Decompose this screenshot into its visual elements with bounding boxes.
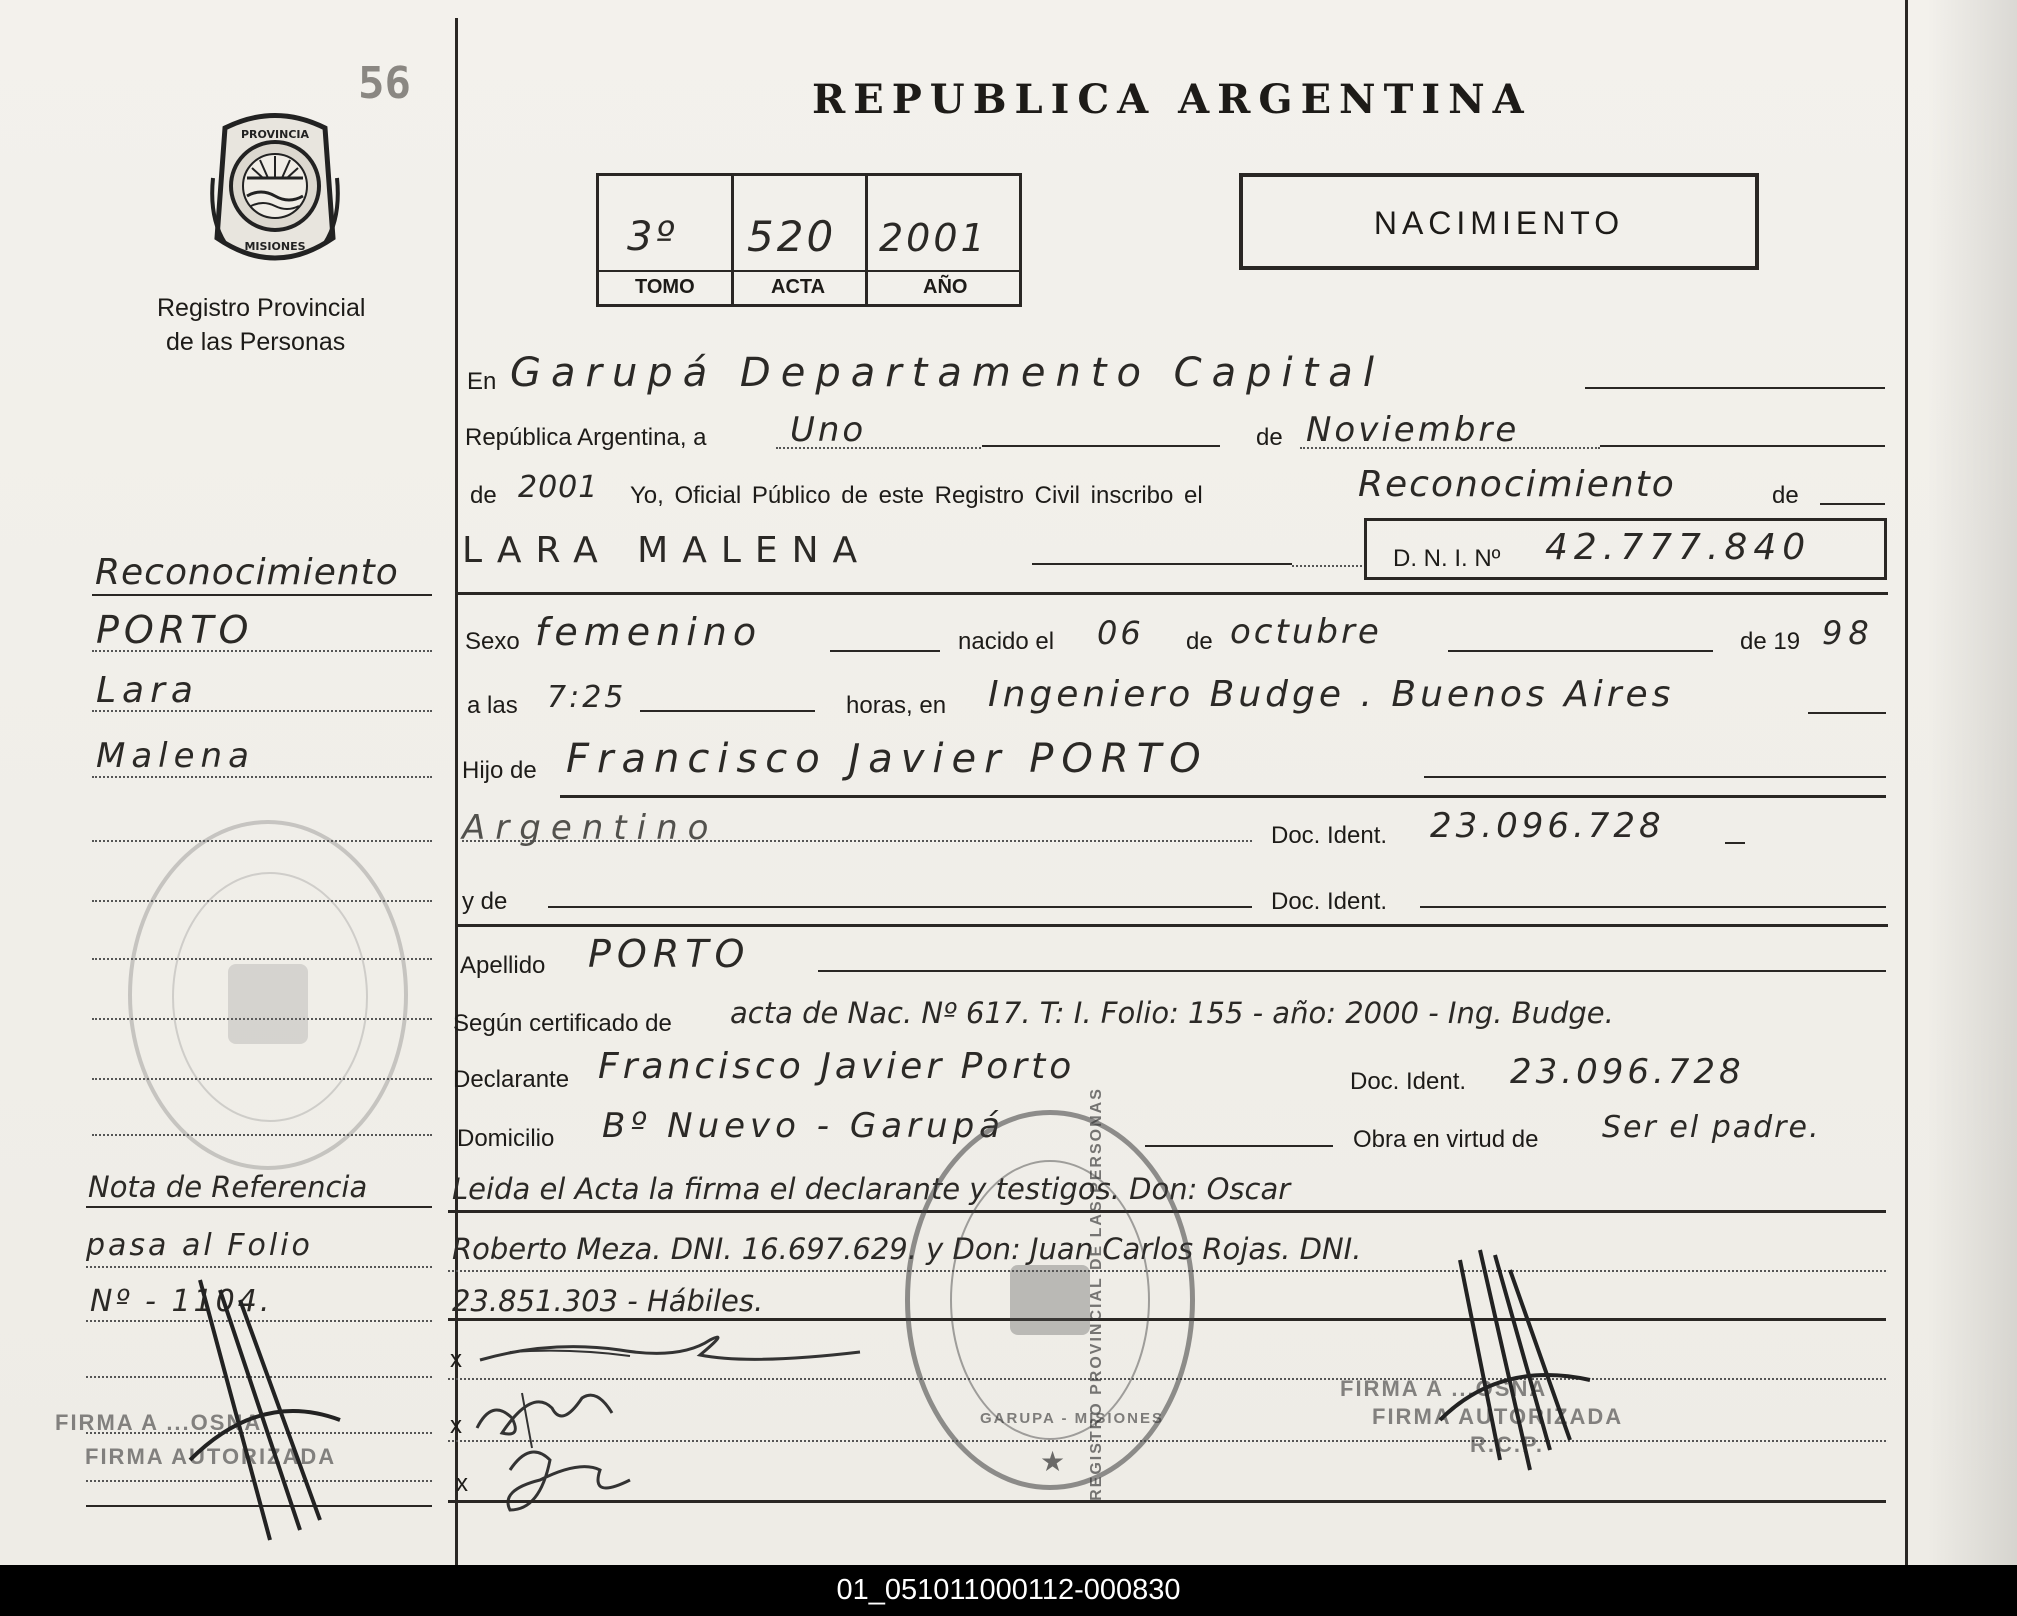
tomo-value: 3º	[627, 214, 678, 260]
day-value: Uno	[790, 410, 867, 450]
margin-note3: Nº - 1104.	[90, 1284, 273, 1319]
obra-value: Ser el padre.	[1602, 1110, 1821, 1145]
registry-line1: Registro Provincial	[157, 294, 366, 322]
margin-firma-line2: FIRMA AUTORIZADA	[85, 1444, 337, 1469]
record-type: NACIMIENTO	[1373, 205, 1625, 241]
image-id-bar: 01_051011000112-000830	[0, 1565, 2017, 1616]
margin-round-stamp	[128, 820, 408, 1170]
hijo-label: Hijo de	[462, 757, 537, 784]
margin-stamp-emblem-icon	[228, 964, 308, 1044]
nacido-month: octubre	[1230, 612, 1382, 652]
inscribo-value: Reconocimiento	[1358, 464, 1676, 505]
margin-line1: Reconocimiento	[95, 552, 399, 593]
firma-stamp-line1: FIRMA A ...OSNA	[1340, 1376, 1548, 1401]
en-value: Garupá Departamento Capital	[510, 350, 1384, 396]
official-signature-icon	[1420, 1240, 1620, 1480]
ano-label: AÑO	[923, 276, 968, 298]
witness3-signature-icon	[480, 1430, 660, 1520]
notes-line3: 23.851.303 - Hábiles.	[452, 1284, 764, 1318]
sexo-label: Sexo	[465, 628, 520, 655]
republica-label: República Argentina, a	[465, 424, 707, 451]
dni-value: 42.777.840	[1545, 527, 1812, 568]
father-doc: 23.096.728	[1430, 806, 1665, 846]
father-doc-label: Doc. Ident.	[1271, 822, 1388, 849]
inscribo-suffix: de	[1772, 482, 1799, 509]
firma-stamp-line2: FIRMA AUTORIZADA	[1372, 1404, 1624, 1429]
year-value: 2001	[518, 470, 599, 505]
signature-mark-2: x	[450, 1412, 462, 1439]
segun-value: acta de Nac. Nº 617. T: I. Folio: 155 - año: 2000 - Ing. Budge.	[730, 996, 1614, 1030]
sexo-value: femenino	[535, 610, 763, 654]
nacido-year-value: 98	[1822, 614, 1875, 652]
oficial-text: Yo, Oficial Público de este Registro Civil inscribo el	[630, 482, 1203, 509]
acta-value: 520	[747, 212, 837, 261]
signature-mark-3: x	[456, 1470, 468, 1497]
witness1-signature-icon	[470, 1320, 870, 1380]
father-nationality: Argentino	[462, 808, 719, 848]
mother-label: y de	[462, 888, 508, 915]
margin-signature-icon	[180, 1270, 350, 1550]
margin-firma-line1: FIRMA A ...OSNA	[55, 1410, 263, 1435]
margin-note2: pasa al Folio	[86, 1228, 313, 1263]
notes-line2: Roberto Meza. DNI. 16.697.629. y Don: Juan Carlos Rojas. DNI.	[452, 1232, 1362, 1266]
margin-line3: Lara	[96, 670, 199, 711]
a-las-value: 7:25	[547, 680, 627, 715]
nacido-label: nacido el	[958, 628, 1055, 655]
registry-round-stamp	[905, 1087, 1195, 1501]
declarante-doc: 23.096.728	[1510, 1052, 1745, 1092]
margin-line4: Malena	[96, 736, 255, 776]
father-name: Francisco Javier PORTO	[566, 736, 1209, 782]
nacido-day: 06	[1097, 614, 1144, 652]
margin-line2: PORTO	[96, 608, 254, 652]
dni-box	[1364, 518, 1887, 580]
registry-line2: de las Personas	[166, 328, 346, 356]
segun-label: Según certificado de	[453, 1010, 672, 1037]
domicilio-value: Bº Nuevo - Garupá	[602, 1106, 1005, 1146]
declarante-value: Francisco Javier Porto	[598, 1046, 1076, 1087]
page-number: 56	[358, 58, 411, 109]
stamp-round-text: REGISTRO PROVINCIAL DE LAS PERSONAS	[1087, 1087, 1105, 1501]
horas-label: horas, en	[846, 692, 947, 719]
stamp-star-icon: ★	[1040, 1446, 1066, 1477]
declarante-label: Declarante	[453, 1066, 570, 1093]
year-prefix: de	[470, 482, 497, 509]
notes-line1: Leida el Acta la firma el declarante y testigos. Don: Oscar	[452, 1172, 1291, 1206]
month-de-label: de	[1256, 424, 1283, 451]
apellido-label: Apellido	[460, 952, 546, 979]
provincial-seal-icon	[205, 108, 345, 268]
nacido-de-label: de	[1186, 628, 1213, 655]
obra-label: Obra en virtud de	[1353, 1126, 1539, 1153]
page-edge-shadow	[1927, 0, 2017, 1565]
right-border	[1905, 0, 1908, 1565]
record-index-box	[596, 173, 1022, 307]
apellido-value: PORTO	[588, 932, 751, 976]
document-title: REPUBLICA ARGENTINA	[812, 76, 1532, 123]
margin-divider	[455, 18, 458, 1565]
signature-mark-1: x	[450, 1346, 462, 1373]
en-label: En	[467, 368, 497, 395]
stamp-round-bottom: GARUPA - MISIONES	[980, 1410, 1165, 1427]
firma-stamp-line3: R.C.P.	[1470, 1432, 1544, 1457]
record-type-box	[1239, 173, 1759, 270]
ano-value: 2001	[879, 216, 988, 260]
domicilio-label: Domicilio	[457, 1125, 555, 1152]
child-name: LARA MALENA	[462, 530, 872, 571]
seal-bottom-text: MISIONES	[244, 240, 306, 253]
stamp-center-emblem-icon	[1010, 1265, 1090, 1335]
birth-place: Ingeniero Budge . Buenos Aires	[988, 674, 1675, 715]
dni-label: D. N. I. Nº	[1393, 545, 1501, 572]
mother-doc-label: Doc. Ident.	[1271, 888, 1388, 915]
margin-note1: Nota de Referencia	[88, 1170, 368, 1204]
a-las-label: a las	[467, 692, 518, 719]
declarante-doc-label: Doc. Ident.	[1350, 1068, 1467, 1095]
nacido-year-label: de 19	[1740, 628, 1801, 655]
acta-label: ACTA	[771, 276, 826, 298]
seal-arc-text: PROVINCIA	[240, 128, 310, 141]
month-value: Noviembre	[1306, 410, 1520, 450]
tomo-label: TOMO	[635, 276, 695, 298]
